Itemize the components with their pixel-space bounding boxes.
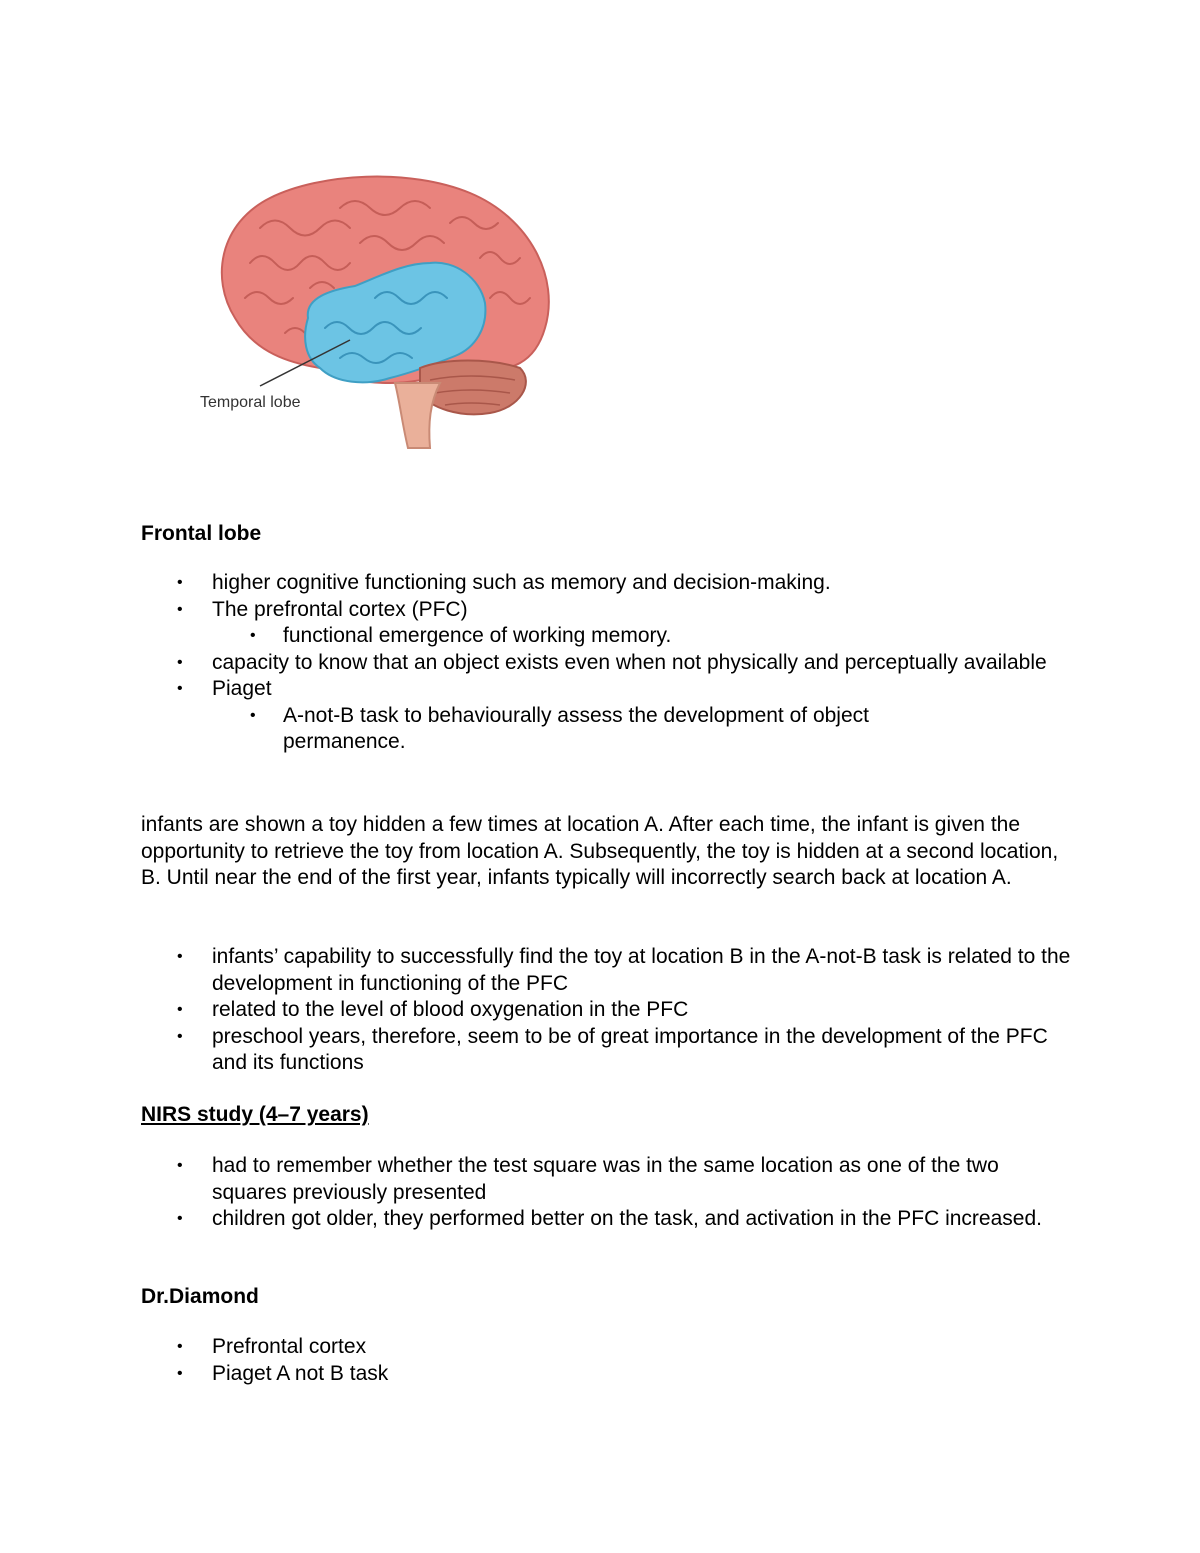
list-item: • had to remember whether the test square was in the same location as one of the two squares previously presented	[177, 1154, 999, 1204]
list-item: • Piaget	[177, 677, 272, 700]
list-item: • higher cognitive functioning such as memory and decision-making.	[177, 571, 831, 594]
dr-diamond-heading: Dr.Diamond	[141, 1285, 259, 1308]
a-not-b-paragraph: infants are shown a toy hidden a few times at location A. After each time, the infant is given the opportunity to retrieve the toy from location A. Subsequently, the toy is hidden at a second location, B. Until near the end of the first year, infants typically will incorrectly search back at location A.	[141, 813, 1059, 889]
brainstem-shape	[395, 383, 440, 448]
list-item: • Piaget A not B task	[177, 1361, 389, 1385]
diamond-list	[0, 1334, 1100, 1387]
brain-temporal-lobe-illustration	[190, 168, 560, 453]
nirs-study-heading: NIRS study (4–7 years)	[141, 1103, 369, 1126]
pfc-development-list	[0, 944, 1100, 1077]
temporal-lobe-label: Temporal lobe	[200, 394, 301, 411]
nirs-list	[0, 1153, 1100, 1233]
list-item: • The prefrontal cortex (PFC)	[177, 597, 468, 621]
frontal-lobe-heading: Frontal lobe	[141, 522, 262, 545]
frontal-lobe-list	[0, 570, 1100, 756]
list-item: • A-not-B task to behaviourally assess the development of object permanence.	[250, 703, 869, 753]
list-item: • infants’ capability to successfully find the toy at location B in the A-not-B task is related to the development in functioning of the PFC	[177, 945, 1071, 995]
list-item: • Prefrontal cortex	[177, 1335, 367, 1358]
list-item: • children got older, they performed better on the task, and activation in the PFC increased.	[177, 1207, 1042, 1230]
list-item: • capacity to know that an object exists even when not physically and perceptually available	[177, 650, 1047, 674]
list-item: • preschool years, therefore, seem to be of great importance in the development of the PFC and its functions	[177, 1024, 1048, 1074]
list-item: • functional emergence of working memory.	[250, 624, 672, 647]
list-item: • related to the level of blood oxygenation in the PFC	[177, 998, 689, 1021]
